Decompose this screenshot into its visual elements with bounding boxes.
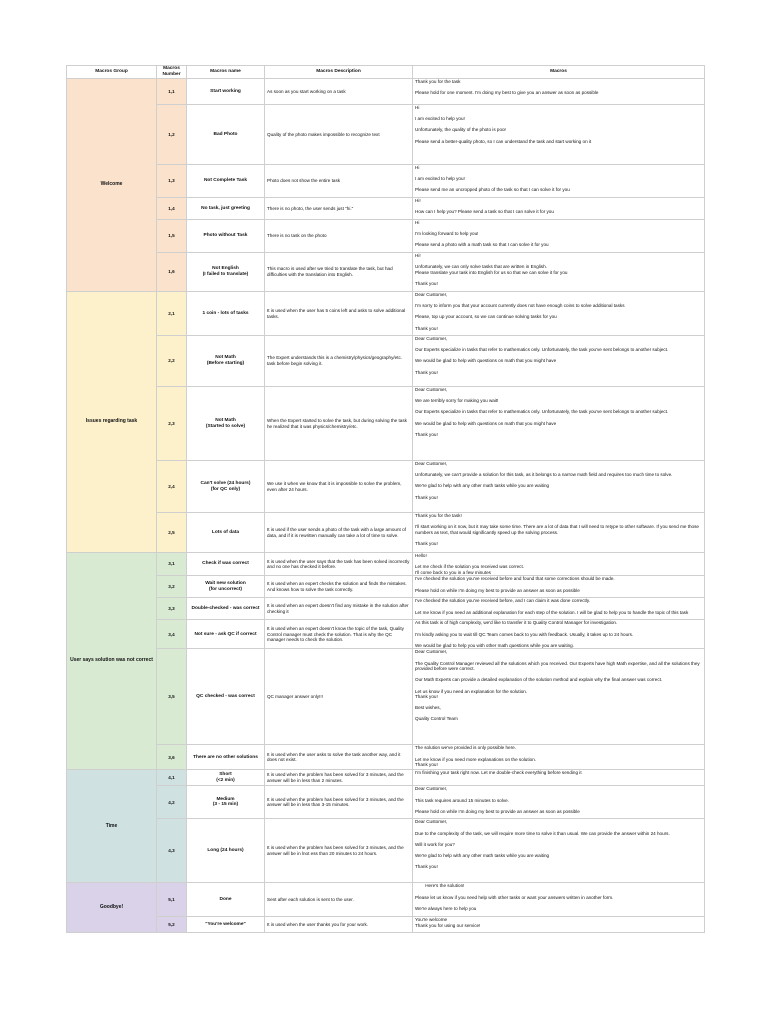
macro-number: 1,1 [157, 79, 187, 105]
macro-line: I'll start working on it now, but it may take some time. There are a lot of data that I will need to retype to other software. If you send me those numbers as text, that would significantly speed up the solving process. [415, 524, 701, 535]
table-row [67, 598, 705, 620]
macro-line: Hi [415, 165, 420, 170]
macro-name-line: (I failed to translate) [202, 272, 249, 277]
macro-description: When the Expert started to solve the task, but during solving the task he realized that it was physics/chemistry/etc. [265, 387, 413, 461]
table-row [67, 770, 705, 786]
table-row [67, 79, 705, 105]
macro-number: 2,4 [157, 461, 187, 513]
table-row [67, 336, 705, 387]
macro-name-line: Start working [210, 88, 241, 94]
macro-description: There is no task on the photo [265, 220, 413, 253]
macro-text [413, 917, 705, 933]
macro-line: I'm kindly asking you to wait till QC Team comes back to you with feedback. Usually, it takes up to 24 hours. [415, 631, 634, 637]
macro-description: It is used when the user thanks you for your work. [265, 917, 413, 933]
macro-name [187, 220, 265, 253]
macro-text [413, 883, 705, 917]
table-row [67, 220, 705, 253]
macro-name-line: No task, just greeting [201, 205, 250, 211]
macro-line: Hi [415, 105, 420, 110]
macro-line: I'm finishing your task right now. Let me double-check everything before sending it [415, 770, 582, 776]
table-row [67, 819, 705, 883]
macro-line: This task requires around 15 minutes to solve. [415, 797, 509, 803]
macro-number: 1,2 [157, 105, 187, 165]
macro-line: I've checked the solution you've received before, and I can claim it was done correctly. [415, 598, 591, 604]
macro-line: Our Math Experts can provide a detailed explanation of the solution method and explain why the final answer was correct. [415, 677, 663, 683]
macro-number: 1,6 [157, 253, 187, 292]
header-macros-description: Macros Description [265, 66, 413, 79]
macro-line: Unfortunately, we can't provide a solution for this task, as it belongs to a narrow math field and requires too much time to solve. [415, 472, 673, 478]
macro-number: 5,1 [157, 883, 187, 917]
macro-group-cell: Issues regarding task [67, 292, 157, 553]
macro-name-line: (Before starting) [206, 361, 245, 366]
macro-line: We would be glad to help with questions on math that you might have [415, 420, 557, 426]
macro-name-line: Can't solve (24 hours) [200, 480, 251, 486]
macro-name-line: Not English [212, 266, 239, 272]
macro-group-cell: Time [67, 770, 157, 883]
table-row [67, 165, 705, 198]
macro-name-line: Bad Photo [213, 131, 238, 137]
macro-number: 4,3 [157, 819, 187, 883]
macro-line: Dear Customer, [415, 292, 448, 297]
macro-line: Dear Customer, [415, 336, 448, 341]
macro-name [187, 198, 265, 220]
macro-line: Thank you! [415, 280, 438, 286]
macro-description: It is used when the user says that the task has been solved incorrectly and no one has checked it before. [265, 553, 413, 576]
macro-line: Please hold on while I'm doing my best to provide an answer as soon as possible [415, 587, 580, 593]
macro-name [187, 461, 265, 513]
macro-text [413, 165, 705, 198]
macro-line: I'm sorry to inform you that your account currently does not have enough coins to solve additional tasks [415, 303, 625, 309]
table-row [67, 883, 705, 917]
macro-text [413, 770, 705, 786]
macro-name [187, 336, 265, 387]
macro-text [413, 105, 705, 165]
macro-line: We are terribly sorry for making you wait! [415, 398, 499, 404]
macro-text [413, 79, 705, 105]
macro-line: Thank you for the task [415, 79, 461, 84]
macro-text [413, 620, 705, 649]
macro-description: It is used when an expert doesn't know the topic of the task, Quality Control manager must check the solution. That is why the QC manager needs to check the solution. [265, 620, 413, 649]
macro-text [413, 253, 705, 292]
table-row [67, 105, 705, 165]
macro-line: The Quality Control Manager reviewed all the solutions which you received. Our Experts have high Math expertise, and all the solutions they provided before were correct. [415, 660, 701, 672]
macro-line: Here's the solution! [415, 883, 465, 889]
macro-line: I'm looking forward to help you! [415, 231, 479, 237]
macro-name [187, 253, 265, 292]
header-macros-name: Macros name [187, 66, 265, 79]
macro-line: Unfortunately, we can only solve tasks that are written in English. [415, 264, 547, 270]
table-row [67, 198, 705, 220]
macro-name [187, 598, 265, 620]
macro-line: Best wishes, [415, 705, 441, 711]
macro-description: It is used when an expert doesn't find any mistake in the solution after checking it [265, 598, 413, 620]
header-row [67, 66, 705, 79]
macro-name [187, 387, 265, 461]
macro-line: Thank you! [415, 694, 438, 700]
macro-text [413, 198, 705, 220]
macro-line: Let me know if you need an additional explanation for each step of the solution. I will be glad to help you to handle the topic of this task [415, 609, 689, 615]
macro-name [187, 79, 265, 105]
macro-line: Due to the complexity of the task, we will require more time to solve it than usual. We can provide the answer within 24 hours. [415, 830, 670, 836]
macro-line: Thank you! [415, 431, 438, 437]
macro-name-line: Not sure - ask QC if correct [194, 631, 257, 637]
macro-name-line: Lots of data [211, 529, 240, 535]
macro-line: Dear Customer, [415, 387, 448, 392]
header-macros: Macros [413, 66, 705, 79]
macro-line: Dear Customer, [415, 786, 448, 792]
macro-description: There is no photo, the user sends just "hi." [265, 198, 413, 220]
table-row [67, 649, 705, 745]
macro-name [187, 745, 265, 770]
macro-name-line: Long (24 hours) [207, 848, 244, 854]
macro-number: 1,5 [157, 220, 187, 253]
macro-line: We would be glad to help with questions on math that you might have [415, 358, 557, 364]
macro-line: Please translate your task into English for us so that we can solve it for you [415, 269, 568, 275]
macro-number: 3,4 [157, 620, 187, 649]
macro-line: Thank you! [415, 864, 438, 870]
macro-number: 3,5 [157, 649, 187, 745]
macro-line: I'll come back to you in a few minutes [415, 569, 491, 575]
macro-line: Thank you for the task! [415, 513, 462, 518]
macro-name-line: QC checked - was correct [196, 694, 255, 700]
macro-name-line: There are no other solutions [193, 754, 258, 760]
macro-line: I've checked the solution you've received before and found that some corrections should be made. [415, 576, 615, 582]
macro-group-cell: User says solution was not correct [67, 553, 157, 770]
macro-text [413, 553, 705, 576]
macro-line: Will it work for you? [415, 841, 455, 847]
macro-name-line: Photo without Task [203, 233, 248, 239]
macro-name-line: Check if was correct [202, 561, 249, 567]
macro-line: Hello! [415, 553, 427, 558]
macro-line: Please, top up your account, so we can continue solving tasks for you [415, 314, 557, 320]
macro-number: 4,1 [157, 770, 187, 786]
macro-text [413, 819, 705, 883]
table-row [67, 917, 705, 933]
macro-name-line: (<2 min) [216, 777, 235, 783]
macro-number: 1,4 [157, 198, 187, 220]
table-row [67, 576, 705, 598]
macro-line: I am excited to help you! [415, 176, 465, 182]
macro-line: Hi! [415, 198, 421, 203]
table-row [67, 786, 705, 819]
macro-description: It is used when the user has 5 coins left and asks to solve additional tasks. [265, 292, 413, 336]
macro-description: It is used when an expert checks the solution and finds the mistakes. And knows how to solve the task correctly. [265, 576, 413, 598]
macro-text [413, 786, 705, 819]
macro-description: This macro is used after we tried to translate the task, but had difficulties with the translation into English. [265, 253, 413, 292]
macro-line: As this task is of high complexity, we'd like to transfer it to Quality Control Manager for investigation. [415, 620, 618, 626]
table-row [67, 513, 705, 553]
macro-name-line: Not Math [215, 417, 236, 423]
macro-name-line: Double-checked - was correct [191, 606, 260, 612]
macro-group-cell: Welcome [67, 79, 157, 292]
macro-text [413, 387, 705, 461]
macro-line: Dear Customer, [415, 461, 448, 466]
macro-name [187, 883, 265, 917]
macro-name [187, 786, 265, 819]
macros-table [66, 65, 705, 933]
macro-line: Please send a photo with a math task so that I can solve it for you [415, 242, 549, 248]
macro-name-line: (3 - 15 min) [212, 802, 239, 808]
macro-line: Hi [415, 220, 420, 225]
macro-line: Hi! [415, 253, 421, 258]
macro-name [187, 513, 265, 553]
macro-name-line: Not Complete Task [203, 178, 248, 184]
table-row [67, 461, 705, 513]
macro-name-line: Wait new solution [205, 581, 246, 587]
macro-line: We're glad to help with any other math tasks while you are waiting [415, 483, 550, 489]
macro-name [187, 917, 265, 933]
table-row [67, 745, 705, 770]
macro-name [187, 553, 265, 576]
macro-description: It is used when the problem has been solved for 3 minutes, and the answer will be in lnot ess than 20 minutes to 24 hours. [265, 819, 413, 883]
macro-name [187, 165, 265, 198]
macro-name-line: (for uncorrect) [208, 586, 243, 592]
macro-line: Thank you! [415, 325, 438, 331]
macro-name [187, 576, 265, 598]
macro-name-line: Not Math [215, 355, 236, 361]
macro-text [413, 745, 705, 770]
header-macros-group: Macros Group [67, 66, 157, 79]
macro-text [413, 292, 705, 336]
macro-text [413, 576, 705, 598]
macro-line: Please send me an uncropped photo of the task so that I can solve it for you [415, 187, 570, 193]
macro-name [187, 105, 265, 165]
macro-line: Our Experts specialize in tasks that refer to mathematics only. Unfortunately, the task you've sent belongs to another subject. [415, 347, 669, 353]
table-row [67, 620, 705, 649]
macro-line: Please send a better-quality photo, so I can understand the task and start working on it [415, 138, 592, 144]
macro-line: I am excited to help you! [415, 116, 465, 122]
macro-line: Unfortunately, the quality of the photo is poor [415, 127, 507, 133]
macro-description: We use it when we know that it is impossible to solve the problem, even after 24 hours. [265, 461, 413, 513]
macro-number: 2,5 [157, 513, 187, 553]
macro-name-line: (for QC only) [210, 486, 241, 492]
macro-number: 3,3 [157, 598, 187, 620]
macro-line: Dear Customer, [415, 819, 448, 825]
macro-line: How can I help you? Please send a task so that I can solve it for you [415, 209, 554, 215]
table-row [67, 292, 705, 336]
macro-number: 1,3 [157, 165, 187, 198]
macro-line: The solution we've provided is only possible here. [415, 745, 516, 751]
macros-table-body [67, 79, 705, 933]
macro-number: 5,2 [157, 917, 187, 933]
table-row [67, 253, 705, 292]
macro-description: QC manager answer only!!! [265, 649, 413, 745]
macro-line: Quality Control Team [415, 716, 458, 722]
macro-name-line: Done [219, 897, 232, 903]
macro-description: The Expert understands this is a chemistry/physics/geography/etc. task before begin solving it. [265, 336, 413, 387]
header-macros-number: Macros Number [157, 66, 187, 79]
macro-number: 3,6 [157, 745, 187, 770]
macro-name [187, 292, 265, 336]
macro-number: 2,2 [157, 336, 187, 387]
macro-line: Please let us know if you need help with other tasks or want your answers written in another form. [415, 894, 614, 900]
macro-name-line: Medium [216, 796, 235, 802]
macro-name [187, 819, 265, 883]
table-row [67, 553, 705, 576]
macro-line: Please hold on while I'm doing my best to provide an answer as soon as possible [415, 808, 580, 814]
macro-name [187, 649, 265, 745]
macro-line: Please hold for one moment. I'm doing my best to give you an answer as soon as possible [415, 90, 599, 96]
macro-text [413, 649, 705, 745]
macro-text [413, 598, 705, 620]
macro-description: It is used when the problem has been solved for 3 minutes, and the answer will be in less than 3-15 minutes. [265, 786, 413, 819]
macro-description: Quality of the photo makes impossible to recognize text [265, 105, 413, 165]
macro-description: It is used if the user sends a photo of the task with a large amount of data, and if it is rewritten manually can take a lot of time to solve. [265, 513, 413, 553]
macro-name-line: Short [219, 772, 232, 778]
table-row [67, 387, 705, 461]
macro-name-line: (Started to solve) [205, 423, 246, 429]
macro-number: 3,2 [157, 576, 187, 598]
macro-group-cell: Goodbye! [67, 883, 157, 933]
macro-line: We would be glad to help you with other math questions while you are waiting. [415, 642, 575, 648]
macro-line: Let me know if you need more explanations on the solution. [415, 756, 537, 762]
macro-number: 2,1 [157, 292, 187, 336]
macro-name-line: 1 coin - lots of tasks [202, 310, 249, 316]
macro-description: Photo does not show the entire task [265, 165, 413, 198]
macro-name [187, 770, 265, 786]
macro-number: 3,1 [157, 553, 187, 576]
macro-line: We're always here to help you [415, 905, 477, 911]
macro-text [413, 336, 705, 387]
macro-description: As soon as you start working on a task [265, 79, 413, 105]
macro-name-line: "You're welcome" [205, 922, 246, 928]
macro-description: Sent after each solution is sent to the user. [265, 883, 413, 917]
macro-text [413, 461, 705, 513]
macro-line: We're glad to help with any other math tasks while you are waiting [415, 852, 550, 858]
macro-number: 4,2 [157, 786, 187, 819]
macro-description: It is used when the user asks to solve the task another way, and it does not exist. [265, 745, 413, 770]
macro-line: You're welcome [415, 917, 448, 923]
macro-name [187, 620, 265, 649]
macro-text [413, 220, 705, 253]
macro-line: Thank you! [415, 540, 438, 546]
macro-description: It is used when the problem has been solved for 3 minutes, and the answer will be in less than 2 minutes. [265, 770, 413, 786]
macro-line: Our Experts specialize in tasks that refer to mathematics only. Unfortunately, the task you've sent belongs to another subject. [415, 409, 669, 415]
macro-line: Thank you! [415, 762, 438, 768]
macro-line: Thank you for using our service! [415, 922, 481, 928]
macro-text [413, 513, 705, 553]
macro-line: Let me check if the solution you received was correct. [415, 564, 525, 570]
macro-line: Let us know if you need an explanation for the solution. [415, 688, 528, 694]
macro-line: Dear Customer, [415, 649, 448, 655]
macro-line: Thank you! [415, 494, 438, 500]
macro-line: Thank you! [415, 369, 438, 375]
macro-number: 2,3 [157, 387, 187, 461]
